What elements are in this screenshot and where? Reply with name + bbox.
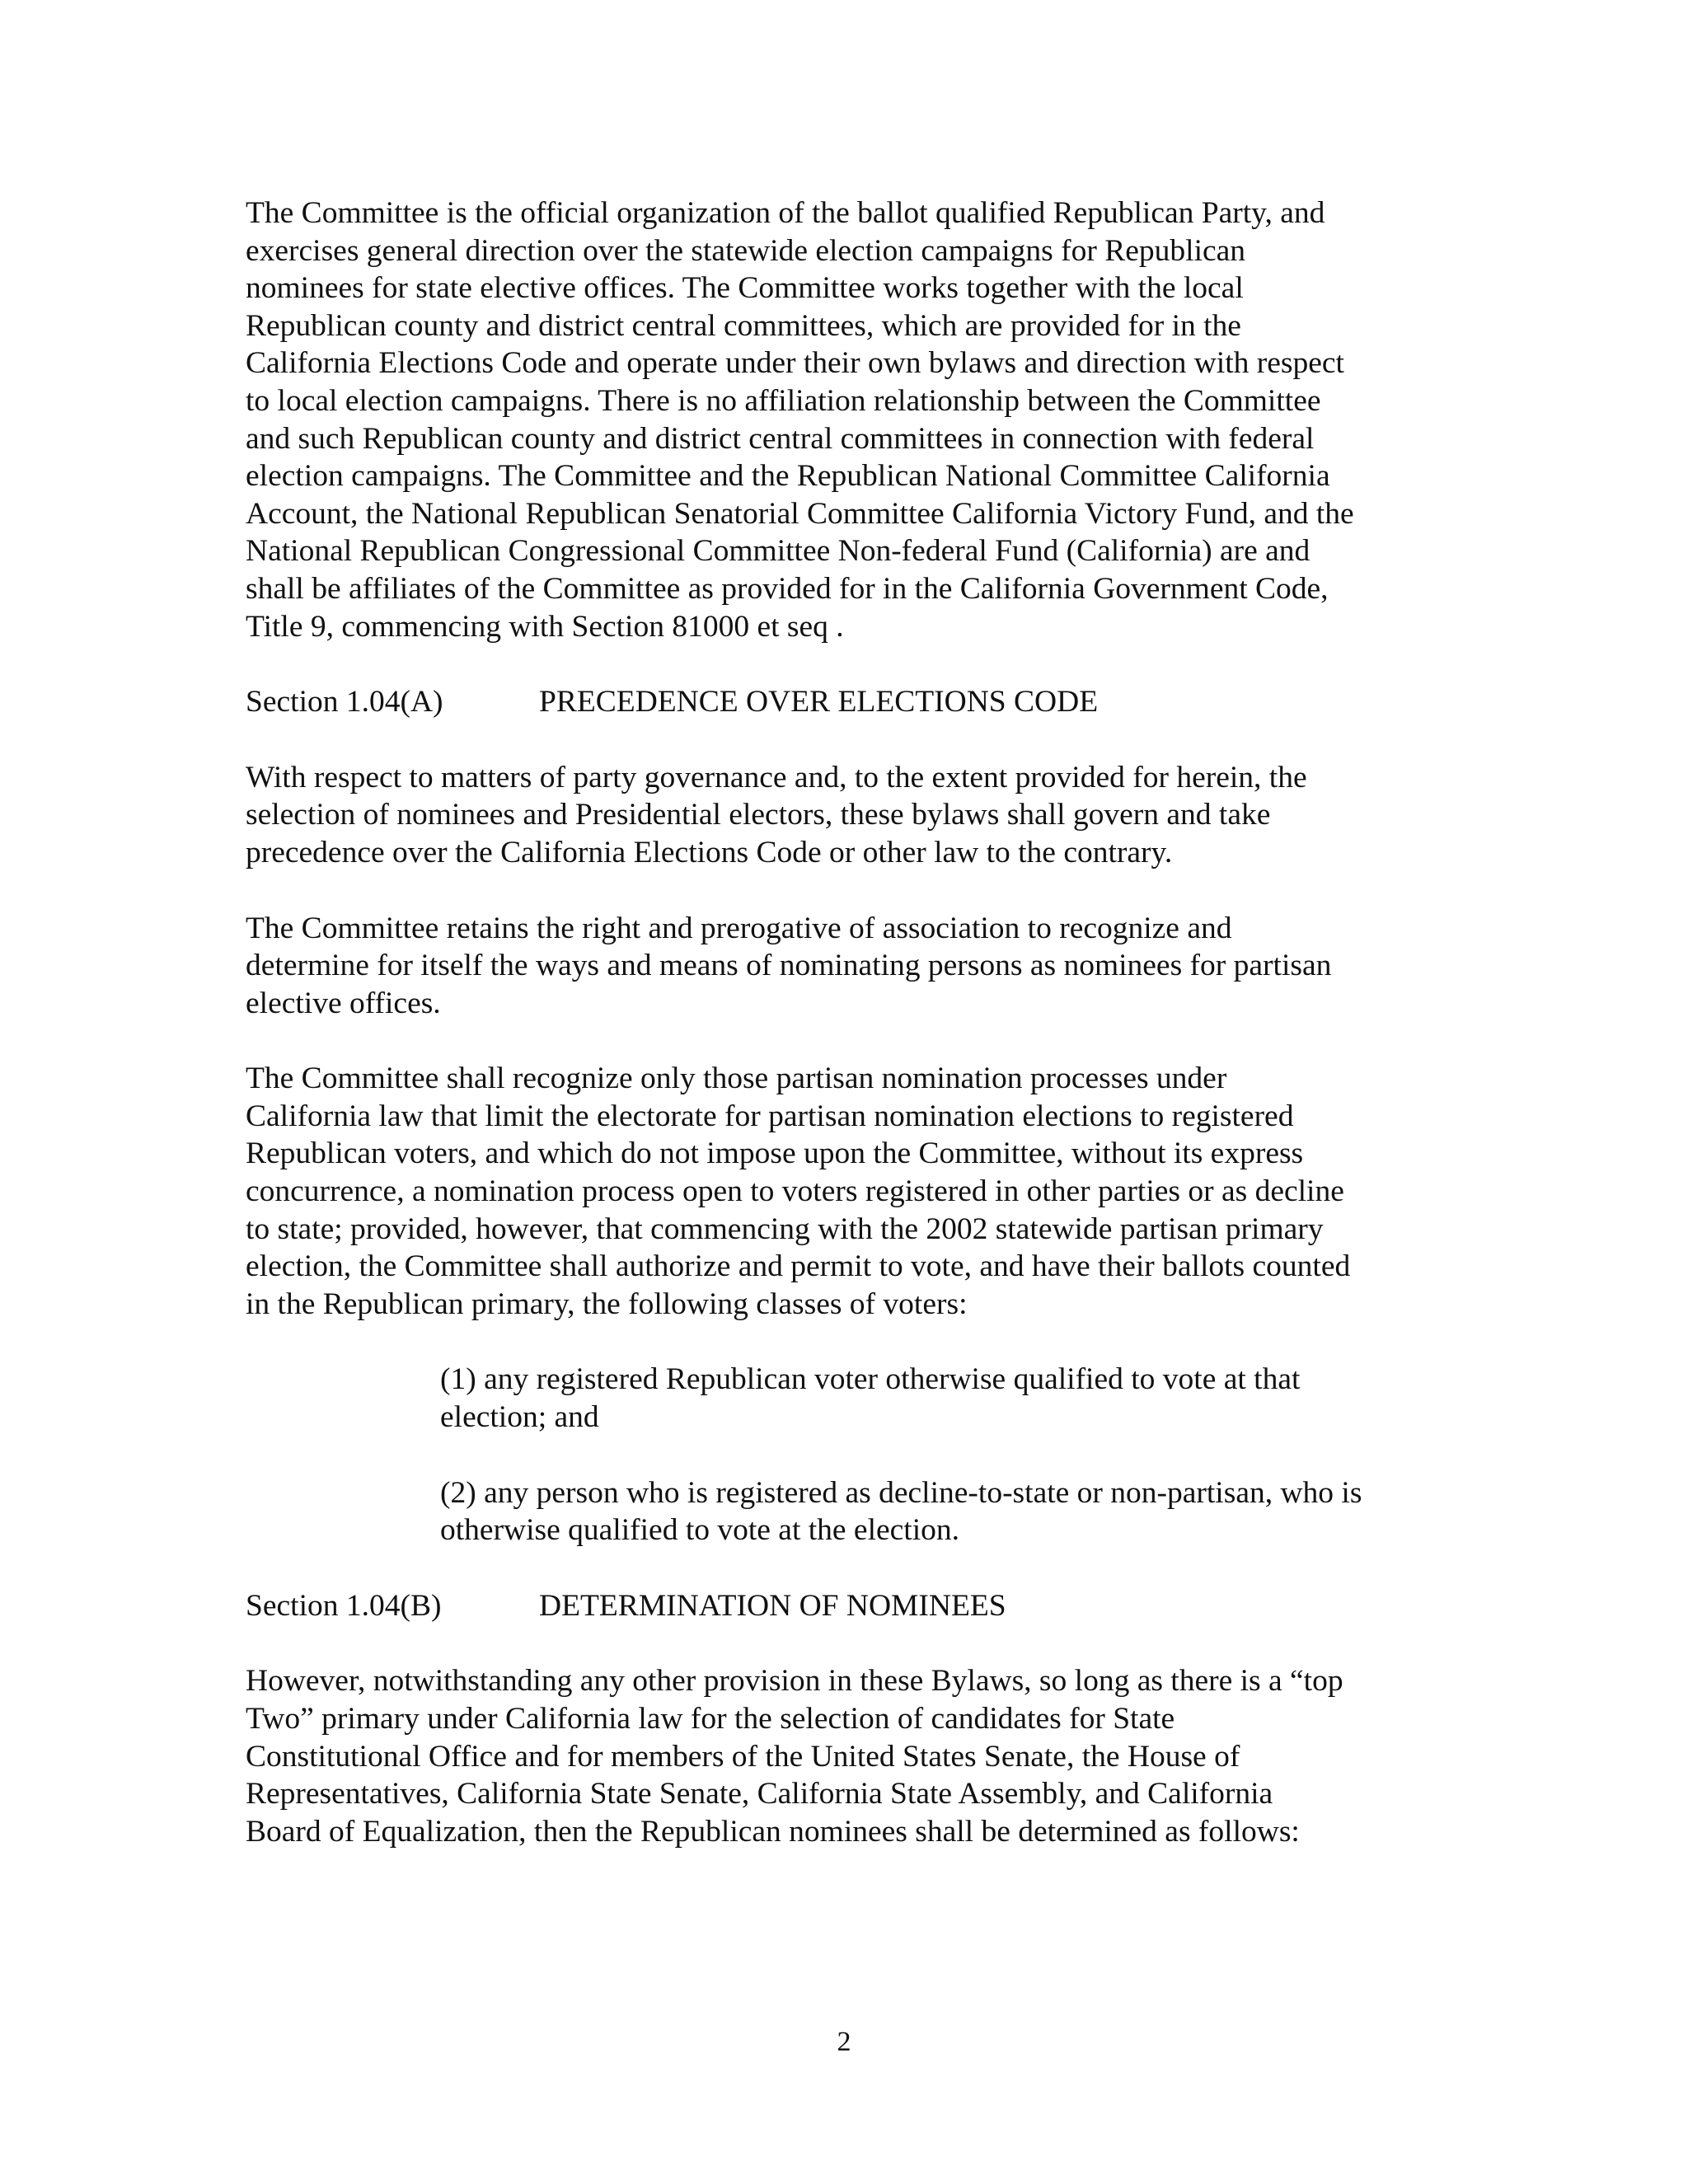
text-line: precedence over the California Elections Code or other law to the contrary. [246,835,1173,869]
text-line: Two” primary under California law for the selection of candidates for State [246,1702,1175,1736]
text-line: to state; provided, however, that commencing with the 2002 statewide partisan primary [246,1212,1324,1246]
section-number: Section 1.04(B) [246,1588,442,1623]
section-number: Section 1.04(A) [246,685,443,719]
text-line: Title 9, commencing with Section 81000 et seq . [246,609,844,644]
text-line: Republican county and district central committees, which are provided for in the [246,308,1241,343]
text-line: California law that limit the electorate for partisan nomination elections to registered [246,1099,1294,1133]
paragraph-spacer [246,1022,1449,1060]
paragraph-spacer [246,872,1449,910]
text-line: (2) any person who is registered as decline-to-state or non-partisan, who is [440,1475,1362,1510]
text-line: in the Republican primary, the following classes of voters: [246,1286,968,1321]
text-line: election; and [440,1400,599,1435]
text-line: California Elections Code and operate under their own bylaws and direction with respect [246,346,1344,381]
paragraph-spacer [246,721,1449,759]
text-line: The Committee shall recognize only those partisan nomination processes under [246,1062,1227,1096]
text-line: The Committee retains the right and prerogative of association to recognize and [246,911,1232,945]
paragraph-affiliation [246,194,1449,645]
paragraph-spacer [246,1323,1449,1361]
text-line: nominees for state elective offices. The Committee works together with the local [246,271,1244,306]
paragraph-precedence [246,759,1449,872]
text-line: election, the Committee shall authorize and permit to vote, and have their ballots counted [246,1249,1351,1284]
text-line: selection of nominees and Presidential electors, these bylaws shall govern and take [246,798,1271,832]
text-line: concurrence, a nomination process open to voters registered in other parties or as decline [246,1174,1344,1209]
paragraph-association-right [246,910,1449,1023]
paragraph-spacer [246,1549,1449,1587]
paragraph-spacer [246,1436,1449,1474]
text-line: elective offices. [246,986,441,1020]
paragraph-nomination-processes [246,1060,1449,1323]
paragraph-top-two-primary [246,1662,1449,1850]
text-line: National Republican Congressional Committee Non-federal Fund (California) are and [246,534,1311,569]
text-line: (1) any registered Republican voter otherwise qualified to vote at that [440,1362,1301,1397]
section-heading-nominees [246,1587,1449,1625]
text-line: However, notwithstanding any other provision in these Bylaws, so long as there is a “top [246,1664,1343,1699]
text-line: With respect to matters of party governance and, to the extent provided for herein, the [246,760,1307,794]
text-line: The Committee is the official organization of the ballot qualified Republican Party, and [246,196,1325,230]
section-title: PRECEDENCE OVER ELECTIONS CODE [539,685,1099,719]
text-line: election campaigns. The Committee and the Republican National Committee California [246,459,1330,494]
paragraph-spacer [246,1624,1449,1662]
page-number: 2 [837,2027,851,2057]
page-body [246,194,1449,1850]
text-line: Constitutional Office and for members of the United States Senate, the House of [246,1739,1240,1774]
text-line: shall be affiliates of the Committee as provided for in the California Government Code, [246,571,1329,606]
paragraph-spacer [246,645,1449,683]
section-heading-precedence [246,683,1449,721]
text-line: exercises general direction over the statewide election campaigns for Republican [246,233,1246,268]
text-line: Account, the National Republican Senatorial Committee California Victory Fund, and the [246,496,1354,531]
text-line: Board of Equalization, then the Republican nominees shall be determined as follows: [246,1814,1300,1849]
text-line: determine for itself the ways and means of nominating persons as nominees for partisan [246,949,1332,983]
text-line: Representatives, California State Senate, California State Assembly, and California [246,1777,1273,1811]
text-line: and such Republican county and district central committees in connection with federal [246,421,1315,456]
list-item-voter-class-2 [440,1474,1449,1549]
text-line: otherwise qualified to vote at the election. [440,1513,959,1548]
text-line: to local election campaigns. There is no affiliation relationship between the Committee [246,383,1321,418]
section-title: DETERMINATION OF NOMINEES [539,1588,1006,1623]
text-line: Republican voters, and which do not impose upon the Committee, without its express [246,1137,1304,1171]
list-item-voter-class-1 [440,1361,1449,1436]
